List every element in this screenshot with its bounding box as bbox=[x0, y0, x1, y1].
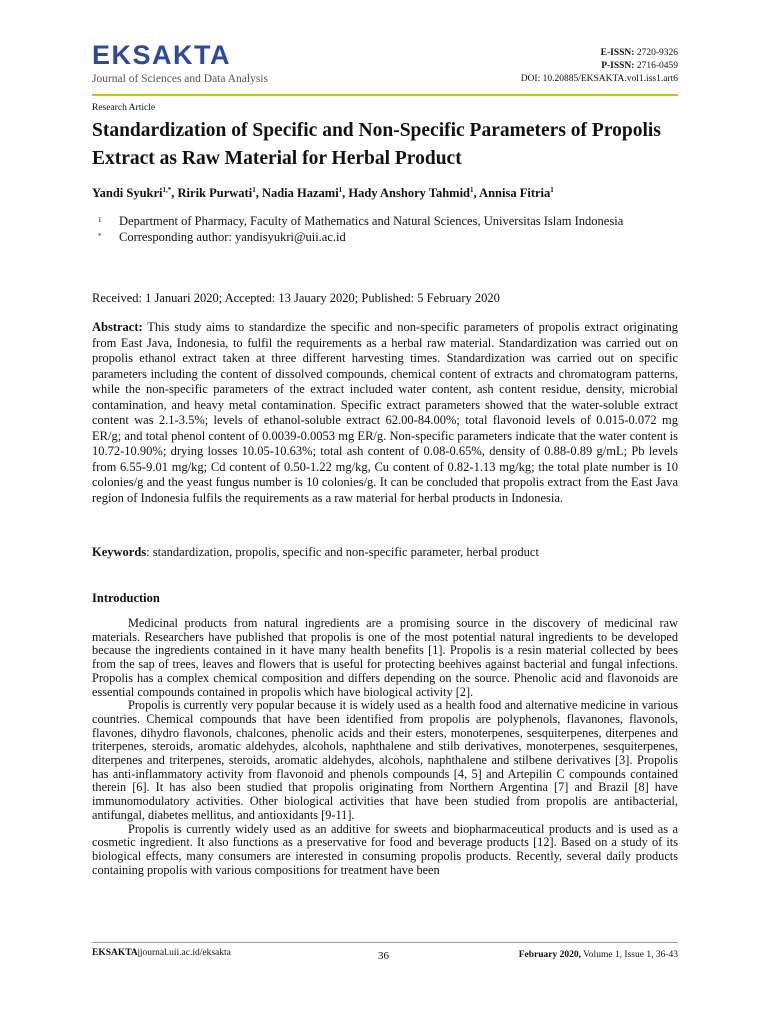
footer-sep: | bbox=[137, 948, 140, 958]
footer-journal bbox=[92, 948, 231, 958]
pissn-value: 2716-0459 bbox=[636, 61, 678, 71]
article-type: Research Article bbox=[92, 103, 156, 113]
article-title: Standardization of Specific and Non-Specific Parameters of Propolis Extract as Raw Material for Herbal Product bbox=[92, 120, 661, 169]
keywords-text: : standardization, propolis, specific and non-specific parameter, herbal product bbox=[146, 545, 539, 559]
abstract bbox=[92, 320, 678, 506]
pissn-line bbox=[521, 60, 678, 73]
affiliation-row bbox=[92, 213, 682, 229]
eissn-value: 2720-9326 bbox=[636, 48, 678, 58]
author-sup: 1 bbox=[470, 186, 474, 194]
author-sup: 1 bbox=[550, 186, 554, 194]
affiliation-text: Department of Pharmacy, Faculty of Mathematics and Natural Sciences, Universitas Islam Indonesia bbox=[119, 214, 624, 228]
abstract-label: Abstract: bbox=[92, 320, 143, 334]
affiliation-mark: 1 bbox=[98, 216, 102, 224]
footer-rule bbox=[92, 942, 678, 943]
publication-dates: Received: 1 Januari 2020; Accepted: 13 Jauary 2020; Published: 5 February 2020 bbox=[92, 291, 500, 305]
author-name: Ririk Purwati bbox=[177, 186, 253, 201]
page-number: 36 bbox=[378, 950, 389, 962]
paragraph: Medicinal products from natural ingredients are a promising source in the discovery of medicinal raw materials. Researchers have published that propolis is one of the most potential natural ingredients to be developed because the ingredients contained in it have many health benefits [1]. Propolis is a resin material collected by bees from the sap of trees, leaves and flowers that is useful for protecting beehives against bacterial and fungal infections. Propolis has a complex chemical composition and differs depending on the source. Phenolic acid and flavonoids are essential compounds contained in propolis which have biological activity [2]. bbox=[92, 616, 678, 699]
keywords-label: Keywords bbox=[92, 545, 147, 559]
author-name: Nadia Hazami bbox=[261, 186, 339, 201]
header-rule bbox=[92, 94, 678, 96]
eissn-line bbox=[521, 47, 678, 60]
corresponding-row bbox=[92, 229, 682, 245]
footer-volume: Volume 1, Issue 1, 36-43 bbox=[580, 950, 678, 960]
paragraph: Propolis is currently widely used as an additive for sweets and biopharmaceutical products and is used as a cosmetic ingredient. It also functions as a preservative for food and beverage products [12]. Based on a study of its biological effects, many consumers are interested in consuming propolis products. Recently, several daily products containing propolis with various compositions for treatment have been bbox=[92, 821, 678, 877]
journal-logo: EKSAKTA bbox=[92, 40, 232, 70]
affiliations bbox=[92, 213, 682, 245]
corresponding-author[interactable]: Corresponding author: yandisyukri@uii.ac.id bbox=[119, 230, 346, 244]
author-sup: 1,* bbox=[162, 186, 172, 194]
author-sup: 1 bbox=[338, 186, 343, 194]
author-name: Hady Anshory Tahmid bbox=[348, 186, 471, 201]
eissn-label: E-ISSN: bbox=[600, 48, 635, 58]
journal-identifiers bbox=[521, 47, 678, 86]
corresponding-mark: * bbox=[98, 232, 102, 240]
paragraph: Propolis is currently very popular because it is widely used as a health food and alternative medicine in various countries. Chemical compounds that have been identified from propolis are polyphenols, flavanones, flavonols, flavones, dihydro flavonols, chalcones, phenolic acids and their esters, monoterpenes, sesquiterpenes, diterpenes and triterpenes, steroids, aromatic aldehydes, alcohols, naphthalene and stilb derivatives, monoterpenes, sesquiterpenes, diterpenes and triterpenes, steroids, aromatic aldehydes, alcohols, naphthalene and stilbene derivatives [3]. Propolis has anti-inflammatory activity from flavonoid and phenols compounds [4, 5] and Artepilin C compounds contained therein [6]. It has also been studied that propolis originating from Northern Argentina [7] and Brazil [8] have immunomodulatory activities. Other biological activities that have been studied from propolis are antibacterial, antifungal, diabetes mellitus, and antioxidants [9-11]. bbox=[92, 698, 678, 822]
journal-tagline: Journal of Sciences and Data Analysis bbox=[92, 73, 268, 85]
footer-brand: EKSAKTA bbox=[92, 948, 138, 958]
doi[interactable]: DOI: 10.20885/EKSAKTA.vol1.iss1.art6 bbox=[520, 74, 678, 84]
introduction-body bbox=[92, 617, 678, 877]
footer-issue bbox=[519, 950, 678, 960]
author-name: Yandi Syukri bbox=[92, 186, 163, 201]
footer-date: February 2020, bbox=[518, 950, 581, 960]
pissn-label: P-ISSN: bbox=[601, 61, 635, 71]
footer-url[interactable]: journal.uii.ac.id/eksakta bbox=[139, 948, 231, 958]
section-heading-introduction: Introduction bbox=[92, 591, 160, 605]
author-name: Annisa Fitria bbox=[479, 186, 551, 201]
keywords bbox=[92, 545, 539, 560]
author-list: Yandi Syukri$^{1,*}$, Ririk Purwati$^1$, Nadia Hazami$^1$, Hady Anshory Tahmid$^1$, Annisa Fitria$^1$ bbox=[92, 186, 554, 201]
author-sup: 1 bbox=[252, 186, 256, 194]
abstract-text: This study aims to standardize the specific and non-specific parameters of propolis extract originating from East Java, Indonesia, to fulfil the requirements as a herbal raw material. Standardization was carried out on propolis ethanol extract taken at three different harvesting times. Standardization was carried out on specific parameters including the content of dissolved compounds, chemical content of extracts and chromatogram patterns, while the non-specific parameters of the extract included water content, ash content residue, density, microbial contamination, and heavy metal contamination. Specific extract parameters showed that the water-soluble extract content was 2.1-3.5%; levels of ethanol-soluble extract 62.00-84.00%; total flavonoid levels of 0.015-0.072 mg ER/g; and total phenol content of 0.0039-0.0053 mg ER/g. Non-specific parameters indicate that the water content is 10.72-10.90%; drying losses 10.05-10.63%; total ash content of 0.08-0.65%, density of 0.88-0.89 g/mL; Pb levels from 6.55-9.01 mg/kg; Cd content of 0.50-1.22 mg/kg, Cu content of 0.82-1.13 mg/kg; the total plate number is 10 colonies/g and the yeast fungus number is 10 colonies/g. It can be concluded that propolis extract from the East Java region of Indonesia fulfils the requirements as a raw material for herbal products in Indonesia. bbox=[92, 320, 678, 505]
